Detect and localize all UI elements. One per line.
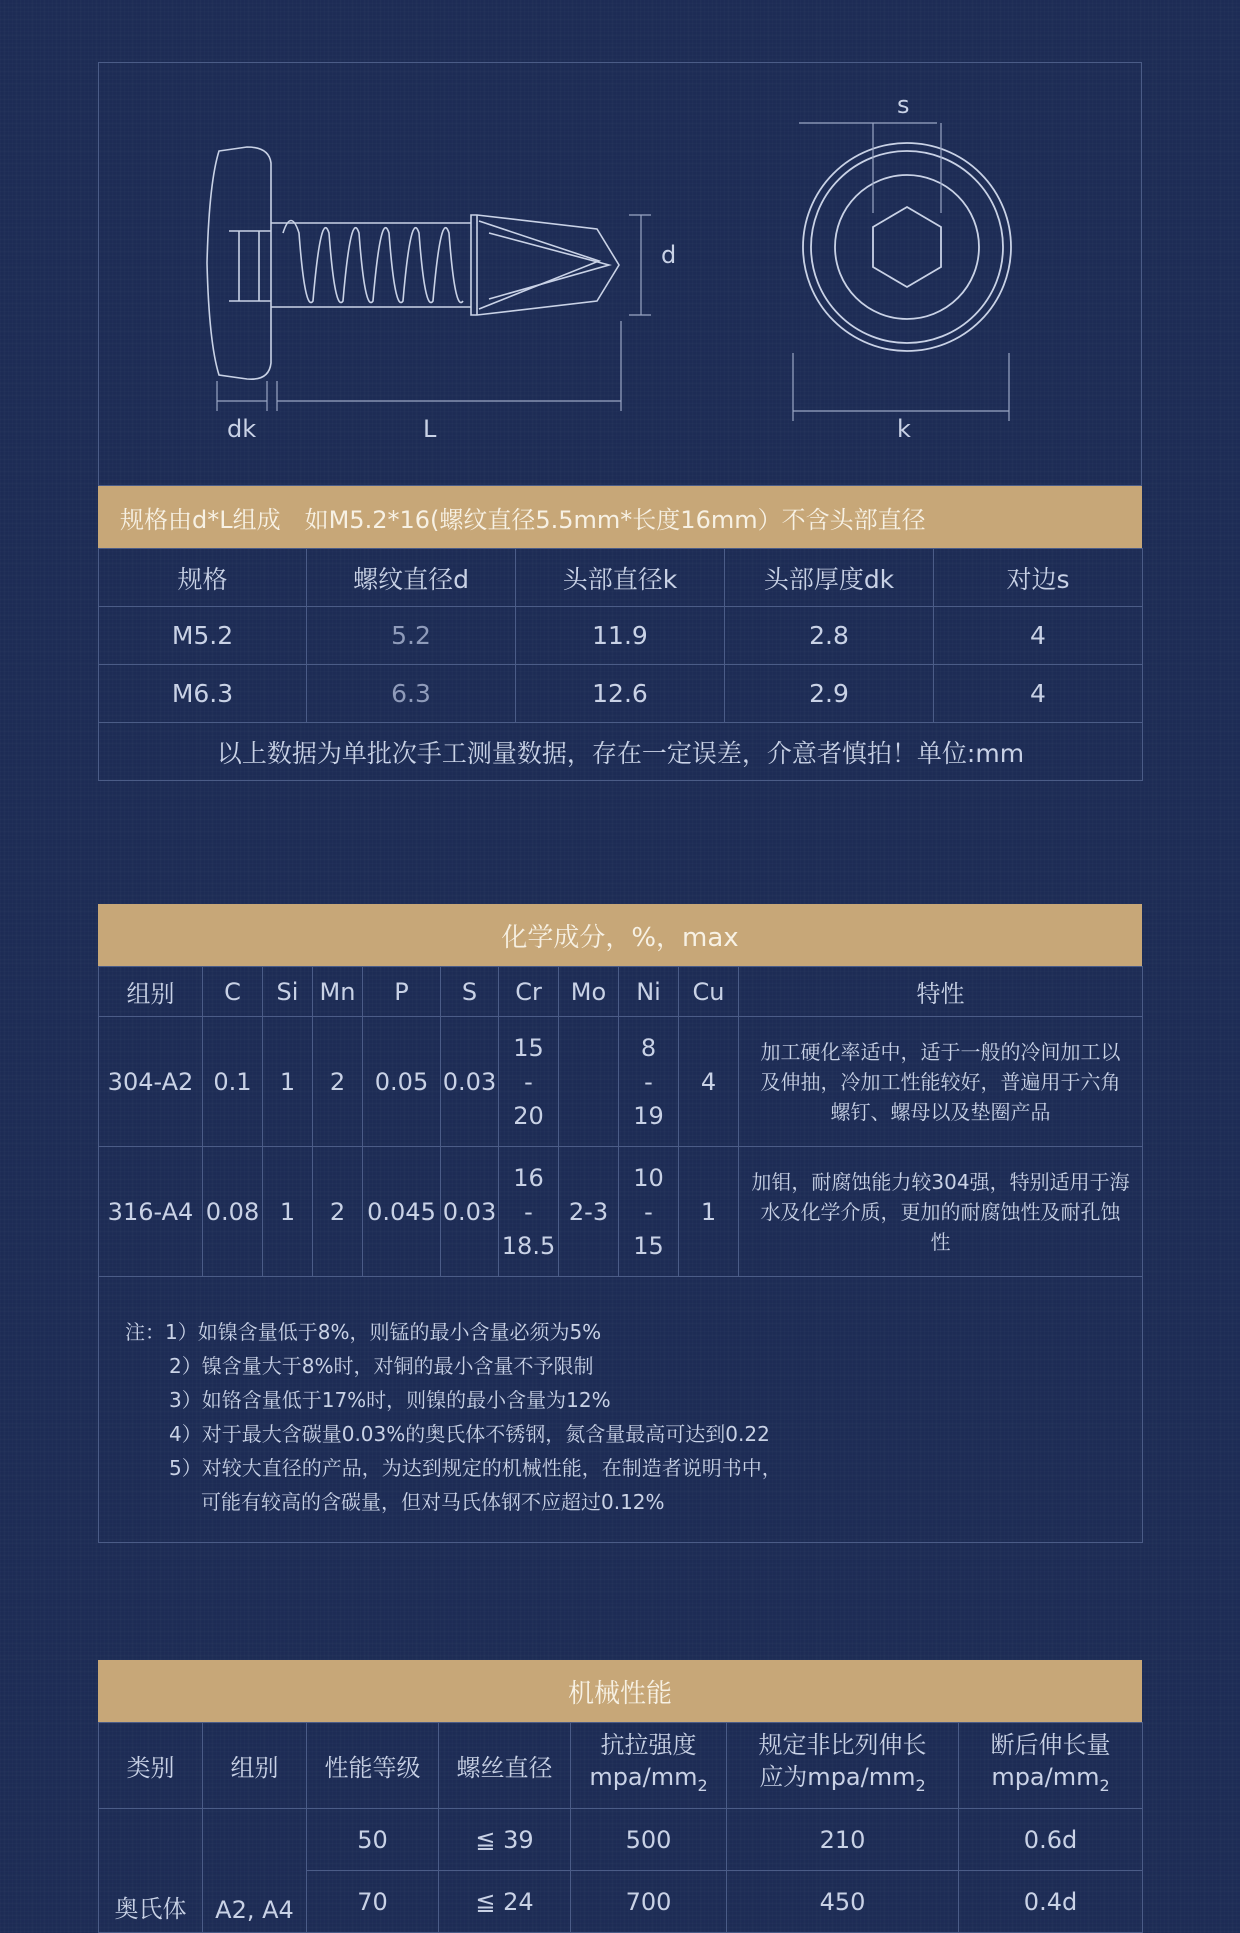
- range-dash: -: [524, 1197, 533, 1226]
- spec-header-cell: 规格: [99, 549, 307, 607]
- dimension-lines: [217, 123, 1009, 421]
- chem-cell: 316-A4: [99, 1147, 203, 1277]
- spec-header-cell: 头部直径k: [516, 549, 725, 607]
- mech-cell: ≦ 39: [439, 1809, 571, 1871]
- mech-header-cell: [959, 1723, 1143, 1809]
- range-low: 10: [633, 1163, 664, 1192]
- unit-text: 应为mpa/mm: [759, 1763, 916, 1792]
- unit-sub: 2: [915, 1775, 926, 1795]
- chem-cell: 1: [263, 1017, 313, 1147]
- unit-text: mpa/mm: [991, 1763, 1100, 1792]
- mech-cell: 700: [571, 1871, 727, 1933]
- note-line: 2）镍含量大于8%时，对铜的最小含量不予限制: [169, 1354, 594, 1378]
- chem-cell: 304-A2: [99, 1017, 203, 1147]
- chem-header-cell: 组别: [99, 967, 203, 1017]
- mechanical-title: 机械性能: [567, 1678, 672, 1709]
- diagram-panel: [98, 62, 1142, 486]
- spec-cell: 11.9: [516, 607, 725, 665]
- range-high: 18.5: [501, 1231, 556, 1260]
- chem-cell: 1: [263, 1147, 313, 1277]
- chem-cell-range: [619, 1147, 679, 1277]
- mech-header-cell: [727, 1723, 959, 1809]
- table-row: [99, 1017, 1143, 1147]
- spec-cell: 2.8: [725, 607, 934, 665]
- header-unit: [727, 1761, 958, 1802]
- screw-drawing: [99, 63, 1143, 487]
- chem-header-cell: Mn: [313, 967, 363, 1017]
- unit-sub: 2: [1099, 1775, 1110, 1795]
- note-line: 注：1）如镍含量低于8%，则锰的最小含量必须为5%: [125, 1320, 602, 1344]
- mechanical-header-row: [99, 1723, 1143, 1809]
- chem-header-cell: 特性: [739, 967, 1143, 1017]
- range-low: 8: [640, 1033, 657, 1062]
- range-dash: -: [524, 1067, 533, 1096]
- header-line: 规定非比列伸长: [758, 1731, 927, 1760]
- chem-cell-range: [619, 1017, 679, 1147]
- mech-cell: 0.6d: [959, 1809, 1143, 1871]
- spec-cell: M5.2: [99, 607, 307, 665]
- chem-header-cell: Cr: [499, 967, 559, 1017]
- dimension-labels: [227, 91, 911, 443]
- label-L: L: [423, 415, 437, 443]
- label-k: k: [897, 415, 911, 443]
- chem-feature: 加钼，耐腐蚀能力较304强，特别适用于海水及化学介质，更加的耐腐蚀性及耐孔蚀性: [739, 1147, 1143, 1277]
- chemical-notes-row: [99, 1277, 1143, 1543]
- note-line: 4）对于最大含碳量0.03%的奥氏体不锈钢，氮含量最高可达到0.22: [169, 1422, 770, 1446]
- mechanical-table: [98, 1722, 1143, 1933]
- spec-header-cell: 头部厚度dk: [725, 549, 934, 607]
- mech-cell: 210: [727, 1809, 959, 1871]
- note-line: 可能有较高的含碳量，但对马氏体钢不应超过0.12%: [201, 1490, 665, 1514]
- spec-header-row: [99, 549, 1143, 607]
- spec-banner: [98, 486, 1142, 548]
- mech-cell: 70: [307, 1871, 439, 1933]
- mech-cell: 0.4d: [959, 1871, 1143, 1933]
- mech-cell: 50: [307, 1809, 439, 1871]
- chem-cell-range: [499, 1017, 559, 1147]
- chem-header-cell: Cu: [679, 967, 739, 1017]
- chem-cell: 0.045: [363, 1147, 441, 1277]
- spec-cell: 5.2: [307, 607, 516, 665]
- chem-header-cell: Mo: [559, 967, 619, 1017]
- range-dash: -: [644, 1067, 653, 1096]
- mech-header-cell: 类别: [99, 1723, 203, 1809]
- spec-note-row: [99, 723, 1143, 781]
- unit-text: mpa/mm: [589, 1763, 698, 1792]
- mech-cell: 450: [727, 1871, 959, 1933]
- chem-cell: 0.05: [363, 1017, 441, 1147]
- chemical-title-bar: [98, 904, 1142, 966]
- chemical-notes: [99, 1277, 1143, 1543]
- screw-side-view: [207, 147, 619, 379]
- spec-note: 以上数据为单批次手工测量数据，存在一定误差，介意者慎拍！单位:mm: [99, 723, 1143, 781]
- header-unit: [571, 1761, 726, 1802]
- chem-header-cell: C: [203, 967, 263, 1017]
- spec-cell: 6.3: [307, 665, 516, 723]
- chem-header-cell: S: [441, 967, 499, 1017]
- note-line: 5）对较大直径的产品，为达到规定的机械性能，在制造者说明书中，: [169, 1456, 782, 1480]
- spec-header-cell: 对边s: [934, 549, 1143, 607]
- label-dk: dk: [227, 415, 257, 443]
- header-line: 抗拉强度: [600, 1731, 697, 1760]
- chem-cell: 0.1: [203, 1017, 263, 1147]
- chem-header-cell: P: [363, 967, 441, 1017]
- header-line: 断后伸长量: [990, 1731, 1111, 1760]
- chemical-table: [98, 966, 1143, 1543]
- chemical-header-row: [99, 967, 1143, 1017]
- unit-sub: 2: [697, 1775, 708, 1795]
- mech-category: 奥氏体: [99, 1809, 203, 1933]
- mech-header-cell: 性能等级: [307, 1723, 439, 1809]
- mech-header-cell: 组别: [203, 1723, 307, 1809]
- table-row: [99, 1147, 1143, 1277]
- screw-top-view: [803, 123, 1011, 351]
- mech-header-cell: 螺丝直径: [439, 1723, 571, 1809]
- table-row: [99, 607, 1143, 665]
- label-d: d: [661, 241, 677, 269]
- chem-cell: 2-3: [559, 1147, 619, 1277]
- label-s: s: [897, 91, 910, 119]
- spec-cell: 4: [934, 665, 1143, 723]
- range-low: 16: [513, 1163, 544, 1192]
- chem-cell: 0.08: [203, 1147, 263, 1277]
- mech-group: A2, A4: [203, 1809, 307, 1933]
- range-high: 19: [633, 1101, 664, 1130]
- spec-cell: M6.3: [99, 665, 307, 723]
- range-low: 15: [513, 1033, 544, 1062]
- chem-cell: 1: [679, 1147, 739, 1277]
- table-row: [99, 1809, 1143, 1871]
- range-dash: -: [644, 1197, 653, 1226]
- mech-cell: 500: [571, 1809, 727, 1871]
- chem-cell: 0.03: [441, 1017, 499, 1147]
- chem-cell-range: [499, 1147, 559, 1277]
- spec-banner-text: 规格由d*L组成 如M5.2*16(螺纹直径5.5mm*长度16mm）不含头部直径: [120, 505, 926, 534]
- spec-table: [98, 548, 1143, 781]
- mech-header-cell: [571, 1723, 727, 1809]
- range-high: 15: [633, 1231, 664, 1260]
- chem-cell: 2: [313, 1017, 363, 1147]
- chemical-title: 化学成分，%，max: [501, 922, 739, 953]
- note-line: 3）如铬含量低于17%时，则镍的最小含量为12%: [169, 1388, 611, 1412]
- chem-cell: [559, 1017, 619, 1147]
- table-row: [99, 665, 1143, 723]
- spec-cell: 12.6: [516, 665, 725, 723]
- chem-cell: 4: [679, 1017, 739, 1147]
- range-high: 20: [513, 1101, 544, 1130]
- spec-header-cell: 螺纹直径d: [307, 549, 516, 607]
- chem-header-cell: Si: [263, 967, 313, 1017]
- chem-header-cell: Ni: [619, 967, 679, 1017]
- header-unit: [959, 1761, 1142, 1802]
- chem-cell: 0.03: [441, 1147, 499, 1277]
- spec-cell: 4: [934, 607, 1143, 665]
- chem-cell: 2: [313, 1147, 363, 1277]
- mech-cell: ≦ 24: [439, 1871, 571, 1933]
- mechanical-title-bar: [98, 1660, 1142, 1722]
- chem-feature: 加工硬化率适中，适于一般的冷间加工以及伸抽，冷加工性能较好，普遍用于六角螺钉、螺母以及垫圈产品: [739, 1017, 1143, 1147]
- spec-cell: 2.9: [725, 665, 934, 723]
